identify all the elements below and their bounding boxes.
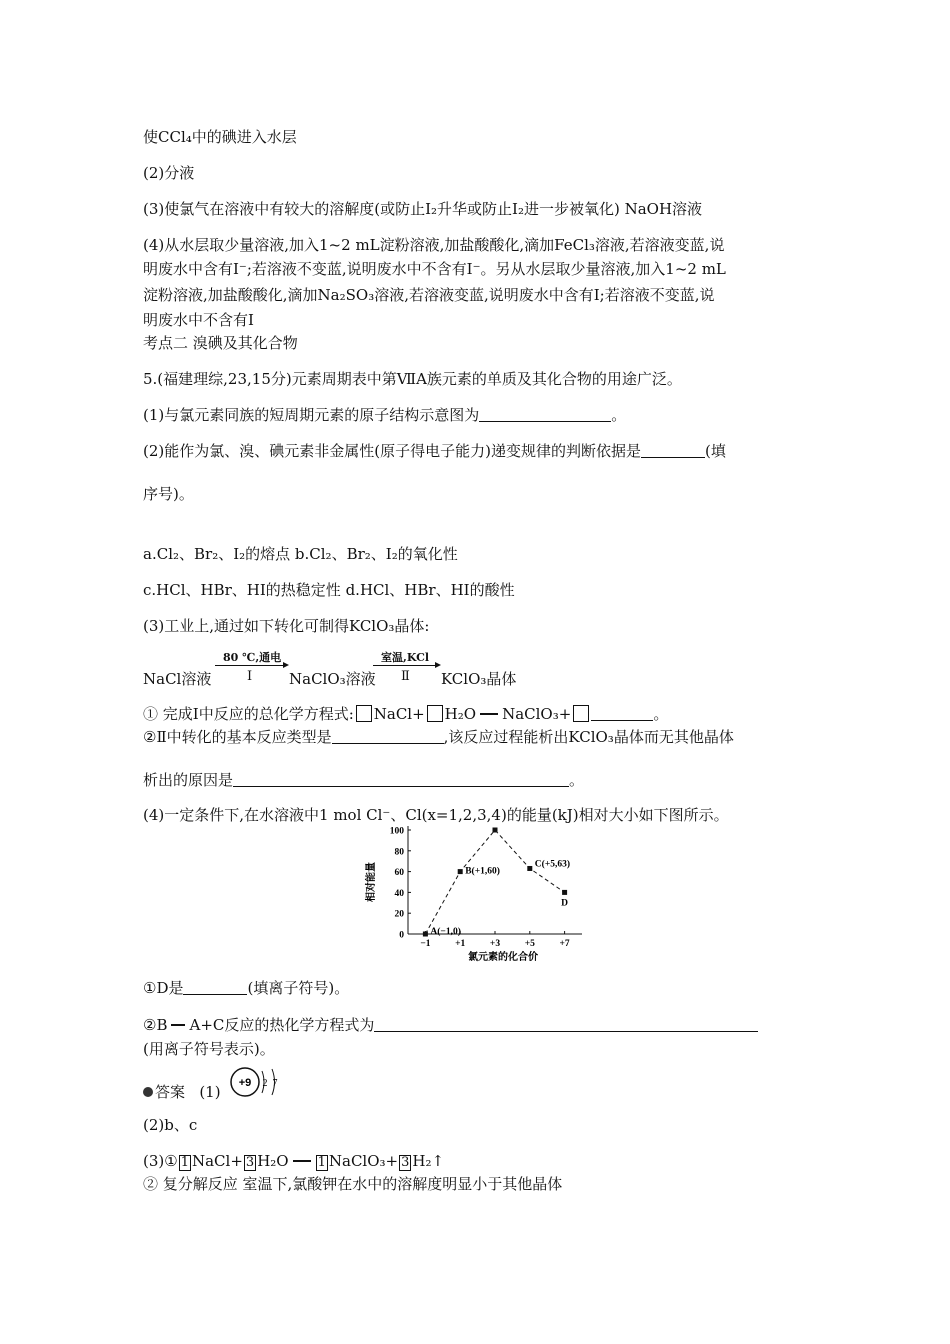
question-5-3-1: ① 完成Ⅰ中反应的总化学方程式: NaCl+ H₂O NaClO₃+ 。 [143, 705, 669, 723]
conv-start: NaCl溶液 [143, 670, 212, 688]
question-5-3-2a: ②Ⅱ中转化的基本反应类型是 ,该反应过程能析出KClO₃晶体而无其他晶体 [143, 728, 734, 746]
question-5-2a: (2)能作为氯、溴、碘元素非金属性(原子得电子能力)递变规律的判断依据是 (填 [143, 442, 726, 460]
data-point [458, 869, 463, 874]
conv-end: KClO₃晶体 [441, 670, 517, 688]
answer-2: (2)b、c [143, 1116, 198, 1134]
chart-axes [364, 826, 582, 963]
data-label: A(−1,0) [430, 927, 461, 937]
conv-step1-label: Ⅰ [247, 669, 253, 684]
y-tick-label: 80 [394, 847, 404, 858]
answer-blank[interactable] [332, 729, 444, 744]
x-tick-label: −1 [420, 939, 431, 949]
answer-blank[interactable] [233, 772, 569, 787]
answer-3-2: ② 复分解反应 室温下,氯酸钾在水中的溶解度明显小于其他晶体 [143, 1175, 563, 1193]
data-label: C(+5,63) [534, 859, 571, 870]
x-tick-label: +3 [489, 939, 501, 949]
answer-3-1: (3)① 1 NaCl+ 3 H₂O 1 NaClO₃+ 3 H₂↑ [143, 1152, 445, 1170]
coefficient-answer: 3 [401, 1155, 410, 1170]
answer-blank[interactable] [374, 1017, 758, 1032]
coefficient-answer: 1 [317, 1155, 326, 1170]
question-5-1: (1)与氯元素同族的短周期元素的原子结构示意图为 。 [143, 406, 627, 424]
data-point [423, 932, 428, 937]
coefficient-box[interactable] [356, 705, 372, 722]
y-tick-label: 60 [394, 868, 404, 879]
question-5-4-2: ②B A+C反应的热化学方程式为 [143, 1016, 758, 1034]
data-point [493, 828, 498, 833]
equals-arrow [480, 713, 498, 715]
text-line-2: (2)分液 [143, 164, 195, 182]
atom-structure-diagram [228, 1065, 288, 1101]
coefficient-box[interactable] [573, 705, 589, 722]
answer-blank[interactable] [591, 706, 653, 721]
conv-arrow-2 [373, 665, 437, 666]
answer-blank[interactable] [479, 407, 611, 422]
coefficient-answer: 1 [180, 1155, 189, 1170]
conv-step1-condition: 80 ℃,通电 [223, 651, 282, 664]
data-point [562, 890, 567, 895]
section-heading: 考点二 溴碘及其化合物 [143, 334, 298, 352]
data-label: D [561, 898, 569, 909]
answer-blank[interactable] [183, 980, 247, 995]
shell-2-electrons: 7 [272, 1078, 278, 1089]
conv-arrow-1 [215, 665, 285, 666]
answer-1: 答案 (1) [143, 1083, 221, 1101]
chart-marks [423, 828, 570, 938]
question-5-3-2b: 析出的原因是 。 [143, 771, 585, 789]
answer-icon [143, 1087, 153, 1097]
x-tick-label: +5 [524, 939, 535, 949]
data-label: B(+1,60) [465, 866, 500, 877]
text-line-4a: (4)从水层取少量溶液,加入1~2 mL淀粉溶液,加盐酸酸化,滴加FeCl₃溶液,若溶液变蓝,说 [143, 236, 725, 254]
nucleus-charge: +9 [238, 1077, 252, 1089]
data-point [527, 866, 532, 871]
y-tick-label: 0 [399, 930, 404, 941]
question-5-3: (3)工业上,通过如下转化可制得KClO₃晶体: [143, 617, 430, 635]
conv-step2-label: Ⅱ [401, 669, 410, 684]
question-5-4: (4)一定条件下,在水溶液中1 mol Cl⁻、Cl(x=1,2,3,4)的能量(kJ)相对大小如下图所示。 [143, 806, 729, 824]
answer-blank[interactable] [641, 443, 705, 458]
x-axis-label: 氯元素的化合价 [468, 952, 538, 963]
y-tick-label: 20 [394, 909, 404, 920]
coefficient-answer: 3 [245, 1155, 255, 1170]
question-5-4-2b: (用离子符号表示)。 [143, 1040, 275, 1058]
question-5-2b: 序号)。 [143, 485, 194, 503]
series-line [425, 830, 564, 934]
text-line-1: 使CCl₄中的碘进入水层 [143, 128, 297, 146]
reaction-arrow [171, 1024, 185, 1026]
conv-step2-condition: 室温,KCl [381, 651, 430, 664]
conv-mid: NaClO₃溶液 [289, 670, 376, 688]
coefficient-box[interactable] [427, 705, 443, 722]
shell-1-electrons: 2 [262, 1078, 268, 1089]
conversion-scheme [143, 649, 663, 689]
energy-chart [360, 822, 590, 964]
question-5: 5.(福建理综,23,15分)元素周期表中第ⅦA族元素的单质及其化合物的用途广泛。 [143, 370, 682, 388]
y-tick-label: 100 [389, 826, 404, 837]
y-axis-label: 相对能量 [366, 862, 377, 902]
x-tick-label: +7 [559, 939, 570, 949]
question-5-4-1: ①D是 (填离子符号)。 [143, 979, 350, 997]
options-cd: c.HCl、HBr、HI的热稳定性 d.HCl、HBr、HI的酸性 [143, 581, 515, 599]
text-line-3: (3)使氯气在溶液中有较大的溶解度(或防止I₂升华或防止I₂进一步被氧化) NaOH溶液 [143, 200, 703, 218]
options-ab: a.Cl₂、Br₂、I₂的熔点 b.Cl₂、Br₂、I₂的氧化性 [143, 545, 458, 563]
text-line-4d: 明废水中不含有I [143, 311, 254, 329]
x-tick-label: +1 [455, 939, 466, 949]
text-line-4b: 明废水中含有I⁻;若溶液不变蓝,说明废水中不含有I⁻。另从水层取少量溶液,加入1~2 mL [143, 260, 726, 278]
y-tick-label: 40 [394, 888, 404, 899]
text-line-4c: 淀粉溶液,加盐酸酸化,滴加Na₂SO₃溶液,若溶液变蓝,说明废水中含有I;若溶液不变蓝,说 [143, 286, 715, 304]
equals-arrow [293, 1160, 311, 1162]
